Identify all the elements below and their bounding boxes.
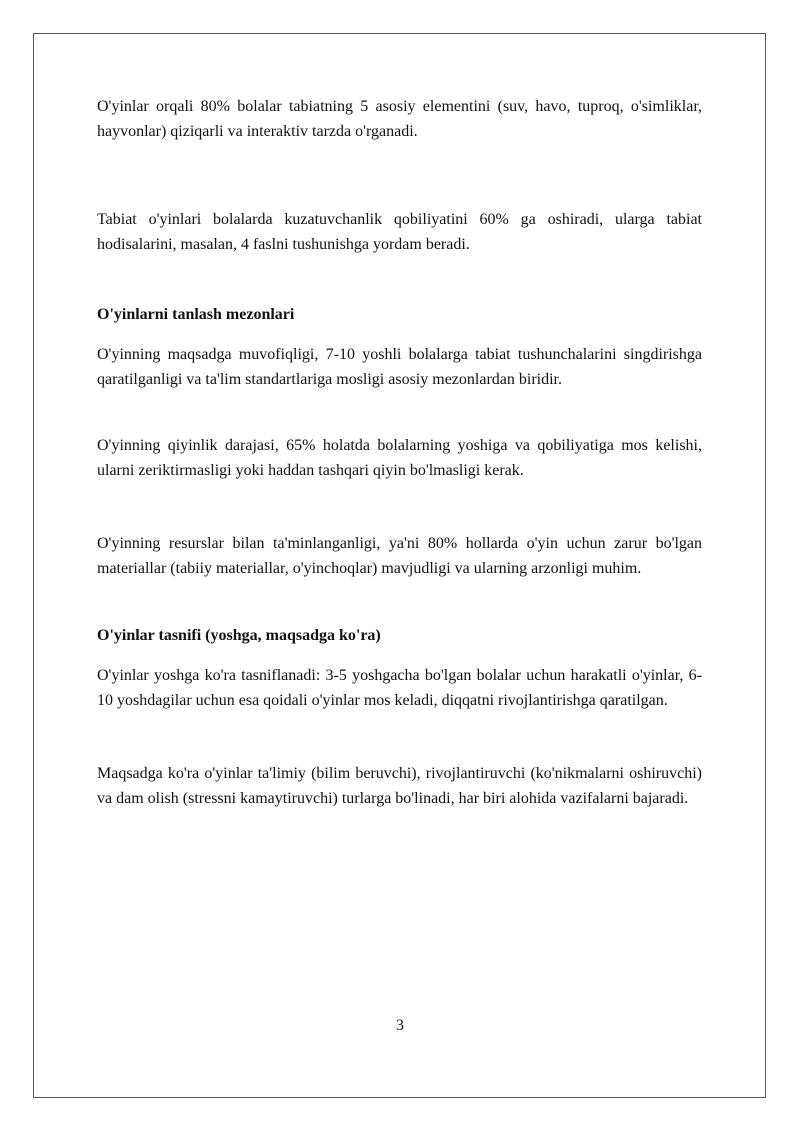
paragraph-observation-skills: Tabiat o'yinlari bolalarda kuzatuvchanlik qobiliyatini 60% ga oshiradi, ularga tabiat hodisalarini, masalan, 4 faslni tushunishga yordam beradi. [97, 211, 702, 253]
section-heading-classification: O'yinlar tasnifi (yoshga, maqsadga ko'ra) [97, 627, 381, 644]
section-heading-selection-criteria: O'yinlarni tanlash mezonlari [97, 306, 295, 323]
document-body [97, 94, 702, 811]
paragraph-nature-elements: O'yinlar orqali 80% bolalar tabiatning 5 asosiy elementini (suv, havo, tuproq, o'simliklar, hayvonlar) qiziqarli va interaktiv tarzda o'rganadi. [97, 98, 702, 140]
paragraph-purpose-classification: Maqsadga ko'ra o'yinlar ta'limiy (bilim beruvchi), rivojlantiruvchi (ko'nikmalarni oshiruvchi) va dam olish (stressni kamaytiruvchi) turlarga bo'linadi, har biri alohida vazifalarni bajaradi. [97, 765, 702, 807]
page-number: 3 [396, 1017, 404, 1034]
paragraph-difficulty-criterion: O'yinning qiyinlik darajasi, 65% holatda bolalarning yoshiga va qobiliyatiga mos kelishi, ularni zeriktirmasligi yoki haddan tashqari qiyin bo'lmasligi kerak. [97, 437, 702, 479]
paragraph-purpose-criterion: O'yinning maqsadga muvofiqligi, 7-10 yoshli bolalarga tabiat tushunchalarini singdirishga qaratilganligi va ta'lim standartlariga mosligi asosiy mezonlardan biridir. [97, 346, 702, 388]
paragraph-age-classification: O'yinlar yoshga ko'ra tasniflanadi: 3-5 yoshgacha bo'lgan bolalar uchun harakatli o'yinlar, 6-10 yoshdagilar uchun esa qoidali o'yinlar mos keladi, diqqatni rivojlantirishga qaratilgan. [97, 667, 702, 709]
paragraph-resources-criterion: O'yinning resurslar bilan ta'minlanganligi, ya'ni 80% hollarda o'yin uchun zarur bo'lgan materiallar (tabiiy materiallar, o'yinchoqlar) mavjudligi va ularning arzonligi muhim. [97, 535, 702, 577]
